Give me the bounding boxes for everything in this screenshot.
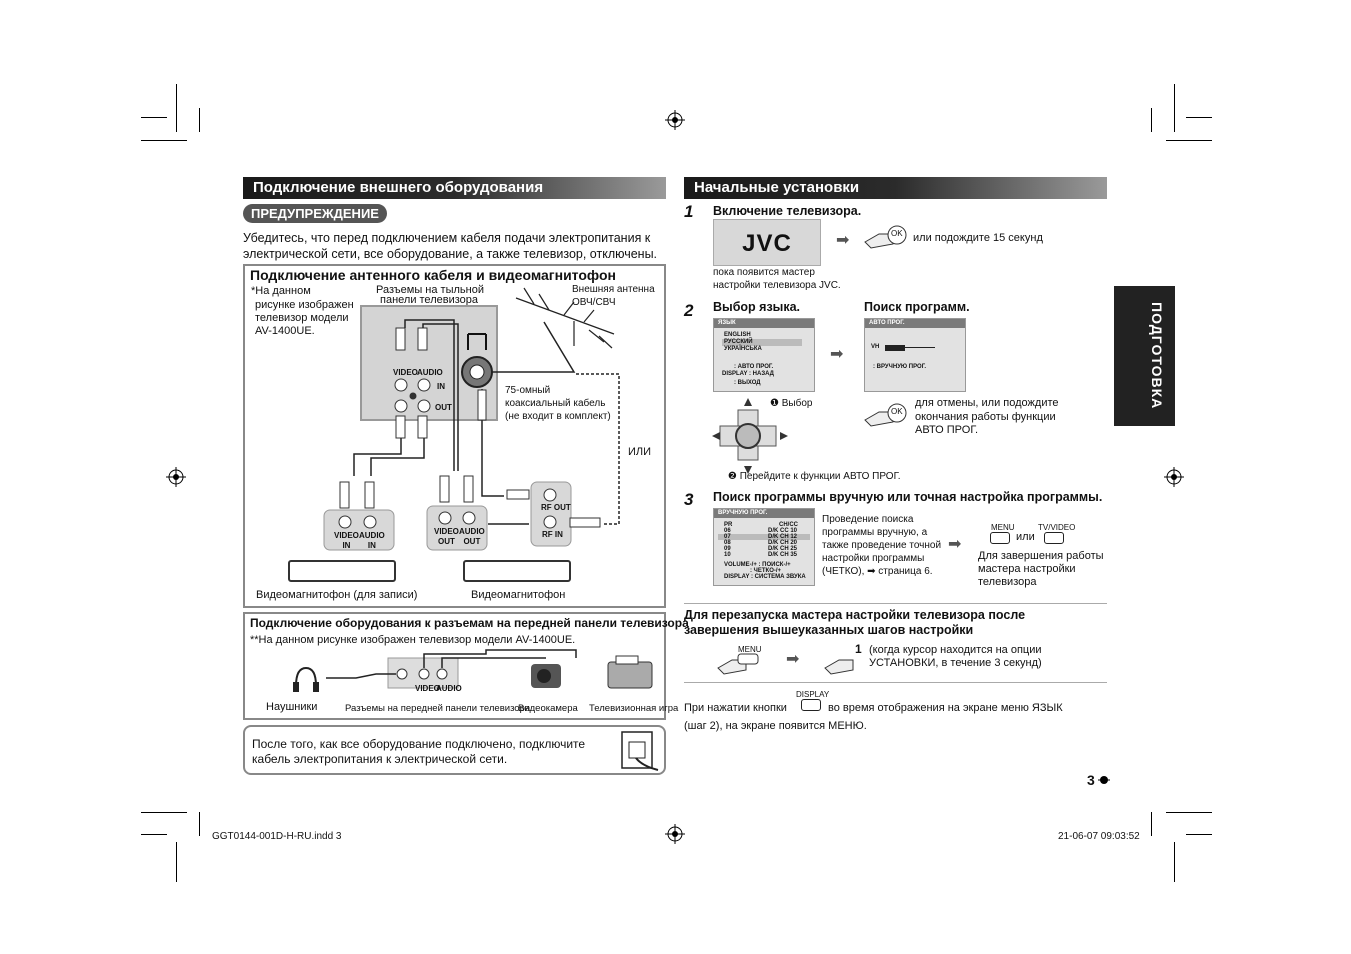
- headphones-label: Наушники: [266, 701, 318, 713]
- ch-08: D/K CH 20: [768, 540, 798, 546]
- power-line-2: кабель электропитания к электрической сети.: [252, 752, 508, 766]
- warning-badge: ПРЕДУПРЕЖДЕНИЕ: [243, 204, 387, 223]
- jack-video: VIDEO: [393, 368, 418, 377]
- pr-08: 08: [724, 540, 731, 546]
- lang-ukrainian: УКРАЇНСЬКА: [724, 346, 762, 352]
- cable-label-3: (не входит в комплект): [505, 411, 611, 422]
- menu-button-hand-icon: [716, 650, 762, 676]
- select-label: ❶ Выбор: [770, 398, 813, 409]
- pr-07: 07: [724, 534, 731, 540]
- ch-09: D/K CH 25: [768, 546, 798, 552]
- pr-06: 06: [724, 528, 731, 534]
- cancel-line-1: для отмены, или подождите: [915, 397, 1059, 409]
- connection-diagram: [244, 266, 664, 606]
- auto-screen-header: АВТО ПРОГ.: [865, 319, 965, 328]
- vcr-record-device: [288, 560, 396, 582]
- front-box-note: **На данном рисунке изображен телевизор модели AV-1400UE.: [250, 634, 576, 646]
- footer-file: GGT0144-001D-H-RU.indd 3: [212, 831, 342, 842]
- step3-desc-2: программы вручную, а: [822, 527, 928, 538]
- language-menu-screen: [713, 318, 815, 392]
- front-audio-jack: AUDIO: [436, 684, 462, 693]
- restart-note-1: (когда курсор находится на опции: [869, 644, 1042, 656]
- vcr1-video-in: VIDEO IN: [334, 531, 359, 550]
- cancel-line-3: АВТО ПРОГ.: [915, 424, 979, 436]
- or-text: или: [1016, 531, 1035, 543]
- model-note-3: телевизор модели: [255, 312, 349, 324]
- pr-09: 09: [724, 546, 731, 552]
- step3-desc-1: Проведение поиска: [822, 514, 914, 525]
- step3-title: Поиск программы вручную или точная настройка программы.: [713, 490, 1103, 504]
- or-label: ИЛИ: [628, 446, 652, 458]
- front-video-jack: VIDEO: [415, 684, 440, 693]
- section-title-initial: Начальные установки: [684, 177, 1107, 199]
- lang-english: ENGLISH: [724, 332, 751, 338]
- arrow-icon-4: ➡: [786, 651, 800, 668]
- tvvideo-label: TV/VIDEO: [1038, 523, 1076, 532]
- front-box-title: Подключение оборудования к разъемам на передней панели телевизора: [250, 616, 689, 630]
- antenna-box-title: Подключение антенного кабеля и видеомагнитофон: [250, 267, 616, 283]
- lang-russian: РУССКИЙ: [724, 339, 753, 345]
- display-note-post: во время отображения на экране меню ЯЗЫК: [828, 702, 1063, 714]
- menu-label: MENU: [991, 523, 1015, 532]
- rf-out-label: RF OUT: [541, 503, 571, 512]
- step2-number: 2: [684, 301, 694, 320]
- step3-end-1: Для завершения работы: [978, 550, 1104, 562]
- page-mark-icon: [1098, 774, 1110, 786]
- step2-title: Выбор языка.: [713, 300, 801, 314]
- ok-label-2: OK: [891, 407, 903, 416]
- footer-date: 21-06-07 09:03:52: [1058, 831, 1140, 842]
- antenna-label-1: Внешняя антенна: [572, 284, 655, 295]
- model-note-2: рисунке изображен: [255, 299, 354, 311]
- auto-program-screen: [864, 318, 966, 392]
- jvc-splash-screen: [713, 219, 821, 266]
- power-line-1: После того, как все оборудование подключено, подключите: [252, 737, 586, 751]
- goto-label: ❷ Перейдите к функции АВТО ПРОГ.: [728, 471, 901, 482]
- manual-vol-line: VOLUME-/+ : ПОИСК-/+: [724, 562, 791, 568]
- jack-audio: AUDIO: [417, 368, 443, 377]
- col-pr: PR: [724, 522, 733, 528]
- manual-display-line: DISPLAY : СИСТЕМА ЗВУКА: [724, 574, 806, 580]
- manual-program-screen: [713, 508, 815, 586]
- display-button[interactable]: [801, 699, 821, 711]
- vcr1-audio-in: AUDIO IN: [359, 531, 385, 550]
- front-jacks-label: Разъемы на передней панели телевизора: [345, 703, 531, 714]
- step1-caption-1: пока появится мастер: [713, 267, 815, 278]
- game-label: Телевизионная игра: [589, 703, 679, 714]
- section-title-external: Подключение внешнего оборудования: [243, 177, 666, 199]
- step3-desc-5: (ЧЕТКО), ➡ страница 6.: [822, 566, 933, 577]
- step3-desc-4: настройки программы: [822, 553, 925, 564]
- arrow-icon-3: ➡: [948, 536, 962, 553]
- page-number: 3: [1087, 772, 1095, 788]
- vcr-label: Видеомагнитофон: [471, 589, 566, 601]
- tvvideo-button[interactable]: [1044, 532, 1064, 544]
- lang-exit-line: : ВЫХОД: [734, 380, 761, 386]
- jack-in: IN: [437, 382, 445, 391]
- restart-title-1: Для перезапуска мастера настройки телевизора после: [684, 608, 1026, 622]
- menu-button[interactable]: [990, 532, 1010, 544]
- display-note-line2: (шаг 2), на экране появится МЕНЮ.: [684, 720, 867, 732]
- col-chcc: CH/CC: [779, 522, 798, 528]
- jack-out: OUT: [435, 403, 452, 412]
- model-note-1: *На данном: [251, 285, 311, 297]
- display-button-label: DISPLAY: [796, 690, 830, 699]
- vcr-record-label: Видеомагнитофон (для записи): [256, 589, 418, 601]
- lang-screen-header: ЯЗЫК: [714, 319, 814, 328]
- restart-title-2: завершения вышеуказанных шагов настройки: [684, 623, 974, 637]
- step1-title: Включение телевизора.: [713, 204, 862, 218]
- step1-caption-2: настройки телевизора JVC.: [713, 280, 841, 291]
- step3-end-3: телевизора: [978, 576, 1037, 588]
- manual-arrows-line: : ЧЕТКО-/+: [750, 568, 782, 574]
- step1-number: 1: [684, 202, 694, 221]
- model-note-4: AV-1400UE.: [255, 325, 315, 337]
- warning-line-1: Убедитесь, что перед подключением кабеля подачи электропитания к: [243, 231, 651, 245]
- ch-10: D/K CH 35: [768, 552, 798, 558]
- cancel-line-2: окончания работы функции: [915, 411, 1056, 423]
- ok-label-1: OK: [891, 229, 903, 238]
- manual-screen-header: ВРУЧНУЮ ПРОГ.: [714, 509, 814, 518]
- pr-10: 10: [724, 552, 731, 558]
- step3-number: 3: [684, 490, 694, 509]
- ch-07: D/K CH 12: [768, 534, 798, 540]
- auto-manual-line: : ВРУЧНУЮ ПРОГ.: [873, 364, 927, 370]
- warning-line-2: электрической сети, все оборудование, а также телевизор, отключены.: [243, 247, 658, 261]
- search-title: Поиск программ.: [864, 300, 970, 314]
- lang-display-line: DISPLAY : НАЗАД: [722, 371, 774, 377]
- cable-label-2: коаксиальный кабель: [505, 398, 606, 409]
- antenna-label-2: ОВЧ/СВЧ: [572, 297, 616, 308]
- ch-06: D/K CC 10: [768, 528, 798, 534]
- side-tab-label: ПОДГОТОВКА: [1149, 302, 1165, 410]
- display-note-pre: При нажатии кнопки: [684, 702, 787, 714]
- restart-menu-label: MENU: [738, 645, 762, 654]
- restart-note-2: УСТАНОВКИ, в течение 3 секунд): [869, 657, 1042, 669]
- rear-label-1: Разъемы на тыльной: [376, 284, 484, 296]
- step1-wait: или подождите 15 секунд: [913, 232, 1043, 244]
- vcr2-video-out: VIDEO OUT: [434, 527, 459, 546]
- arrow-icon: ➡: [836, 232, 850, 249]
- arrow-icon-2: ➡: [830, 346, 844, 363]
- side-tab: [1114, 286, 1175, 426]
- jvc-logo: JVC: [742, 230, 792, 257]
- vcr2-audio-out: AUDIO OUT: [459, 527, 485, 546]
- rf-in-label: RF IN: [542, 530, 563, 539]
- rear-label-2: панели телевизора: [380, 294, 478, 306]
- vcr-device: [463, 560, 571, 582]
- lang-ok-line: : АВТО ПРОГ.: [734, 364, 774, 370]
- restart-one: 1: [855, 642, 862, 656]
- cable-label-1: 75-омный: [505, 385, 551, 396]
- auto-band: VH: [871, 344, 880, 350]
- power-outlet-icon: [618, 730, 662, 772]
- camcorder-label: Видеокамера: [518, 703, 578, 714]
- step3-desc-3: также проведение точной: [822, 540, 942, 551]
- front-panel-diagram: [286, 648, 662, 698]
- step3-end-2: мастера настройки: [978, 563, 1076, 575]
